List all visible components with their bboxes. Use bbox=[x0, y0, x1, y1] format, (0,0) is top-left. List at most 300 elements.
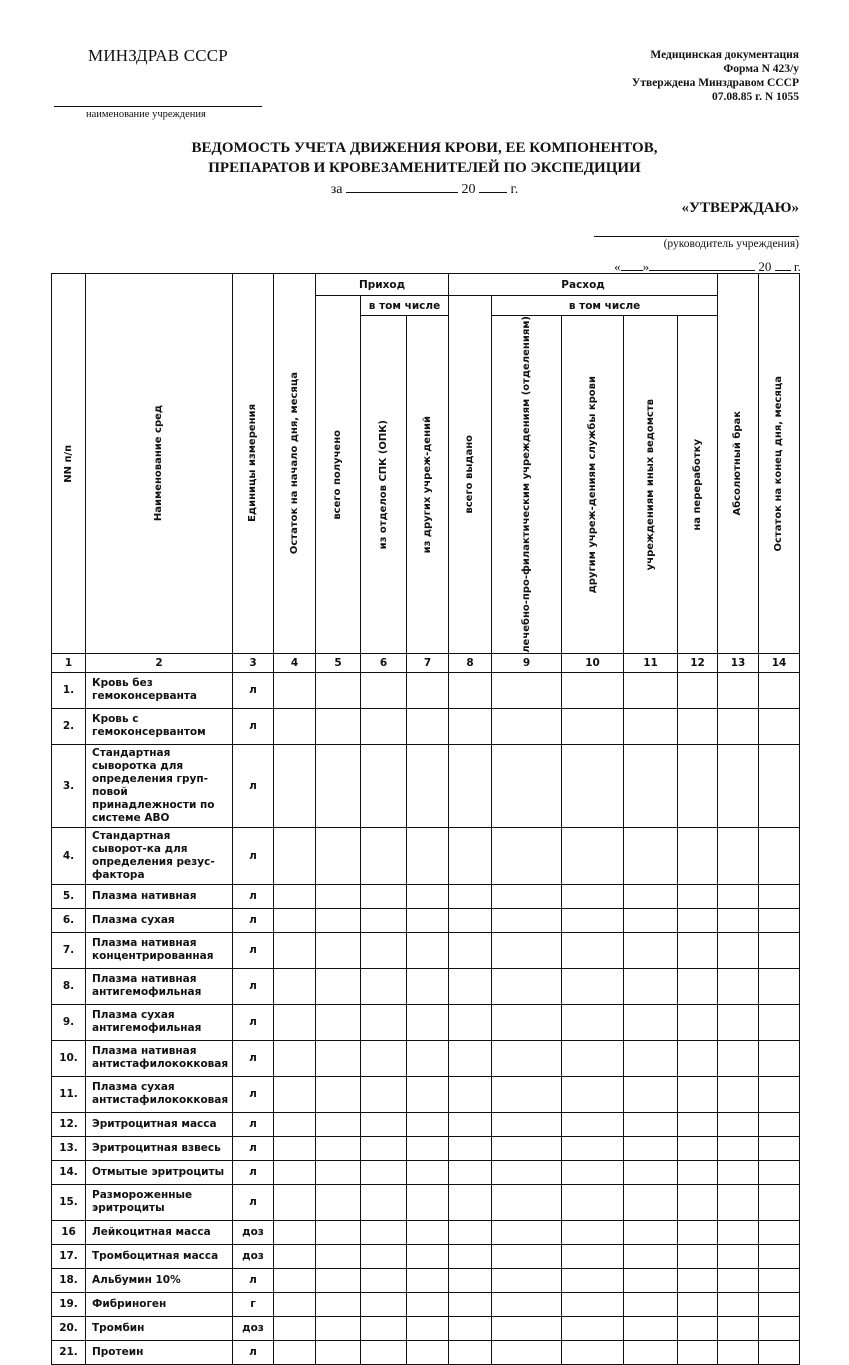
value-cell[interactable] bbox=[718, 1220, 759, 1244]
value-cell[interactable] bbox=[492, 1184, 562, 1220]
medium-name: Плазма сухая антигемофильная bbox=[86, 1004, 233, 1040]
column-number: 8 bbox=[449, 653, 492, 672]
value-cell[interactable] bbox=[274, 908, 316, 932]
value-cell[interactable] bbox=[492, 1136, 562, 1160]
value-cell[interactable] bbox=[361, 672, 407, 708]
row-number: 21. bbox=[52, 1340, 86, 1364]
row-number: 8. bbox=[52, 968, 86, 1004]
value-cell[interactable] bbox=[316, 827, 361, 884]
value-cell[interactable] bbox=[678, 1184, 718, 1220]
value-cell[interactable] bbox=[449, 884, 492, 908]
value-cell[interactable] bbox=[678, 744, 718, 827]
table-row bbox=[52, 1160, 800, 1184]
value-cell[interactable] bbox=[562, 708, 624, 744]
approval-stamp: «УТВЕРЖДАЮ» bbox=[681, 200, 799, 216]
value-cell[interactable] bbox=[492, 1316, 562, 1340]
medium-name: Альбумин 10% bbox=[86, 1268, 233, 1292]
value-cell[interactable] bbox=[361, 1244, 407, 1268]
value-cell[interactable] bbox=[449, 1184, 492, 1220]
value-cell[interactable] bbox=[449, 1292, 492, 1316]
value-cell[interactable] bbox=[316, 1268, 361, 1292]
value-cell[interactable] bbox=[407, 827, 449, 884]
value-cell[interactable] bbox=[316, 1184, 361, 1220]
value-cell[interactable] bbox=[274, 1004, 316, 1040]
value-cell[interactable] bbox=[274, 1076, 316, 1112]
value-cell[interactable] bbox=[449, 827, 492, 884]
value-cell[interactable] bbox=[718, 744, 759, 827]
value-cell[interactable] bbox=[624, 1004, 678, 1040]
value-cell[interactable] bbox=[361, 968, 407, 1004]
value-cell[interactable] bbox=[361, 1040, 407, 1076]
value-cell[interactable] bbox=[361, 908, 407, 932]
value-cell[interactable] bbox=[718, 672, 759, 708]
value-cell[interactable] bbox=[624, 1112, 678, 1136]
unit-cell: л bbox=[233, 1040, 274, 1076]
row-number: 16 bbox=[52, 1220, 86, 1244]
value-cell[interactable] bbox=[492, 1112, 562, 1136]
value-cell[interactable] bbox=[492, 1160, 562, 1184]
value-cell[interactable] bbox=[407, 744, 449, 827]
value-cell[interactable] bbox=[562, 908, 624, 932]
value-cell[interactable] bbox=[492, 932, 562, 968]
header-income: Приход bbox=[316, 274, 449, 296]
value-cell[interactable] bbox=[624, 744, 678, 827]
medium-name: Плазма сухая bbox=[86, 908, 233, 932]
value-cell[interactable] bbox=[624, 1316, 678, 1340]
table-row bbox=[52, 884, 800, 908]
value-cell[interactable] bbox=[678, 1316, 718, 1340]
value-cell[interactable] bbox=[759, 884, 800, 908]
header-unit: Единицы измерения bbox=[233, 274, 274, 654]
value-cell[interactable] bbox=[449, 1160, 492, 1184]
value-cell[interactable] bbox=[274, 1316, 316, 1340]
medium-name: Тромбоцитная масса bbox=[86, 1244, 233, 1268]
value-cell[interactable] bbox=[562, 1184, 624, 1220]
value-cell[interactable] bbox=[361, 1076, 407, 1112]
value-cell[interactable] bbox=[562, 1292, 624, 1316]
value-cell[interactable] bbox=[624, 708, 678, 744]
value-cell[interactable] bbox=[274, 1160, 316, 1184]
value-cell[interactable] bbox=[449, 1220, 492, 1244]
value-cell[interactable] bbox=[718, 1040, 759, 1076]
value-cell[interactable] bbox=[562, 827, 624, 884]
table-row bbox=[52, 1220, 800, 1244]
value-cell[interactable] bbox=[759, 908, 800, 932]
value-cell[interactable] bbox=[492, 1040, 562, 1076]
unit-cell: л bbox=[233, 1112, 274, 1136]
row-number: 2. bbox=[52, 708, 86, 744]
value-cell[interactable] bbox=[407, 968, 449, 1004]
value-cell[interactable] bbox=[718, 1076, 759, 1112]
value-cell[interactable] bbox=[562, 672, 624, 708]
value-cell[interactable] bbox=[678, 1040, 718, 1076]
unit-cell: л bbox=[233, 884, 274, 908]
value-cell[interactable] bbox=[678, 827, 718, 884]
value-cell[interactable] bbox=[274, 1244, 316, 1268]
value-cell[interactable] bbox=[492, 1292, 562, 1316]
value-cell[interactable] bbox=[407, 1112, 449, 1136]
value-cell[interactable] bbox=[678, 1004, 718, 1040]
value-cell[interactable] bbox=[678, 708, 718, 744]
value-cell[interactable] bbox=[361, 1292, 407, 1316]
value-cell[interactable] bbox=[407, 884, 449, 908]
medium-name: Плазма нативная bbox=[86, 884, 233, 908]
value-cell[interactable] bbox=[624, 884, 678, 908]
value-cell[interactable] bbox=[562, 968, 624, 1004]
header-expense: Расход bbox=[449, 274, 718, 296]
header-name: Наименование сред bbox=[86, 274, 233, 654]
value-cell[interactable] bbox=[678, 1136, 718, 1160]
value-cell[interactable] bbox=[492, 968, 562, 1004]
value-cell[interactable] bbox=[407, 1004, 449, 1040]
value-cell[interactable] bbox=[361, 932, 407, 968]
value-cell[interactable] bbox=[316, 1040, 361, 1076]
date-month-field[interactable] bbox=[649, 256, 755, 271]
value-cell[interactable] bbox=[678, 884, 718, 908]
value-cell[interactable] bbox=[274, 932, 316, 968]
value-cell[interactable] bbox=[449, 1244, 492, 1268]
period-year-field[interactable] bbox=[479, 178, 507, 193]
value-cell[interactable] bbox=[274, 1220, 316, 1244]
value-cell[interactable] bbox=[624, 908, 678, 932]
ministry-name: МИНЗДРАВ СССР bbox=[88, 46, 228, 65]
value-cell[interactable] bbox=[562, 884, 624, 908]
value-cell[interactable] bbox=[624, 1136, 678, 1160]
value-cell[interactable] bbox=[678, 968, 718, 1004]
value-cell[interactable] bbox=[316, 1316, 361, 1340]
value-cell[interactable] bbox=[361, 1112, 407, 1136]
value-cell[interactable] bbox=[562, 1160, 624, 1184]
value-cell[interactable] bbox=[407, 672, 449, 708]
value-cell[interactable] bbox=[274, 708, 316, 744]
value-cell[interactable] bbox=[562, 1076, 624, 1112]
value-cell[interactable] bbox=[718, 1184, 759, 1220]
value-cell[interactable] bbox=[759, 1004, 800, 1040]
header-to-other-dept: учреждениям иных ведомств bbox=[624, 316, 678, 654]
value-cell[interactable] bbox=[624, 1292, 678, 1316]
value-cell[interactable] bbox=[274, 1292, 316, 1316]
value-cell[interactable] bbox=[492, 1244, 562, 1268]
value-cell[interactable] bbox=[562, 1112, 624, 1136]
date-day-field[interactable] bbox=[621, 256, 643, 271]
value-cell[interactable] bbox=[718, 968, 759, 1004]
value-cell[interactable] bbox=[449, 1112, 492, 1136]
value-cell[interactable] bbox=[316, 968, 361, 1004]
value-cell[interactable] bbox=[316, 1136, 361, 1160]
value-cell[interactable] bbox=[407, 1268, 449, 1292]
medium-name: Тромбин bbox=[86, 1316, 233, 1340]
date-quote-open: « bbox=[614, 259, 621, 274]
value-cell[interactable] bbox=[624, 1268, 678, 1292]
value-cell[interactable] bbox=[492, 1220, 562, 1244]
value-cell[interactable] bbox=[624, 1340, 678, 1364]
value-cell[interactable] bbox=[407, 1184, 449, 1220]
value-cell[interactable] bbox=[316, 1112, 361, 1136]
value-cell[interactable] bbox=[718, 1268, 759, 1292]
header-income-total: всего получено bbox=[316, 296, 361, 654]
value-cell[interactable] bbox=[361, 1184, 407, 1220]
signature-field[interactable] bbox=[594, 236, 799, 237]
value-cell[interactable] bbox=[407, 1292, 449, 1316]
value-cell[interactable] bbox=[678, 1244, 718, 1268]
period-month-field[interactable] bbox=[346, 178, 458, 193]
value-cell[interactable] bbox=[759, 1244, 800, 1268]
value-cell[interactable] bbox=[316, 744, 361, 827]
value-cell[interactable] bbox=[718, 908, 759, 932]
value-cell[interactable] bbox=[492, 1340, 562, 1364]
value-cell[interactable] bbox=[718, 1160, 759, 1184]
value-cell[interactable] bbox=[361, 884, 407, 908]
value-cell[interactable] bbox=[449, 1076, 492, 1112]
unit-cell: л bbox=[233, 968, 274, 1004]
value-cell[interactable] bbox=[678, 908, 718, 932]
value-cell[interactable] bbox=[718, 1112, 759, 1136]
value-cell[interactable] bbox=[624, 1244, 678, 1268]
value-cell[interactable] bbox=[759, 827, 800, 884]
value-cell[interactable] bbox=[361, 827, 407, 884]
table-row bbox=[52, 1040, 800, 1076]
value-cell[interactable] bbox=[759, 1112, 800, 1136]
value-cell[interactable] bbox=[678, 1160, 718, 1184]
unit-cell: л bbox=[233, 1184, 274, 1220]
value-cell[interactable] bbox=[361, 744, 407, 827]
column-number: 14 bbox=[759, 653, 800, 672]
value-cell[interactable] bbox=[492, 672, 562, 708]
value-cell[interactable] bbox=[407, 932, 449, 968]
value-cell[interactable] bbox=[562, 1040, 624, 1076]
value-cell[interactable] bbox=[274, 672, 316, 708]
value-cell[interactable] bbox=[718, 1244, 759, 1268]
meta-line: Медицинская документация bbox=[650, 49, 799, 61]
row-number: 7. bbox=[52, 932, 86, 968]
unit-cell: л bbox=[233, 744, 274, 827]
value-cell[interactable] bbox=[624, 1160, 678, 1184]
column-number: 4 bbox=[274, 653, 316, 672]
value-cell[interactable] bbox=[624, 932, 678, 968]
value-cell[interactable] bbox=[316, 1004, 361, 1040]
title-line-1: ВЕДОМОСТЬ УЧЕТА ДВИЖЕНИЯ КРОВИ, ЕЕ КОМПОНЕНТОВ, bbox=[191, 140, 658, 156]
value-cell[interactable] bbox=[407, 1160, 449, 1184]
value-cell[interactable] bbox=[562, 1136, 624, 1160]
value-cell[interactable] bbox=[624, 1184, 678, 1220]
value-cell[interactable] bbox=[449, 968, 492, 1004]
header-defect: Абсолютный брак bbox=[718, 274, 759, 654]
row-number: 12. bbox=[52, 1112, 86, 1136]
medium-name: Плазма нативная антигемофильная bbox=[86, 968, 233, 1004]
value-cell[interactable] bbox=[492, 908, 562, 932]
value-cell[interactable] bbox=[492, 1004, 562, 1040]
header-from-spk: из отделов СПК (ОПК) bbox=[361, 316, 407, 654]
value-cell[interactable] bbox=[678, 1112, 718, 1136]
value-cell[interactable] bbox=[449, 672, 492, 708]
value-cell[interactable] bbox=[274, 744, 316, 827]
value-cell[interactable] bbox=[759, 932, 800, 968]
table-row bbox=[52, 1076, 800, 1112]
value-cell[interactable] bbox=[759, 1160, 800, 1184]
value-cell[interactable] bbox=[492, 827, 562, 884]
value-cell[interactable] bbox=[492, 708, 562, 744]
value-cell[interactable] bbox=[759, 1340, 800, 1364]
value-cell[interactable] bbox=[407, 708, 449, 744]
header-from-other: из других учреж-дений bbox=[407, 316, 449, 654]
value-cell[interactable] bbox=[678, 932, 718, 968]
value-cell[interactable] bbox=[316, 1160, 361, 1184]
unit-cell: л bbox=[233, 1004, 274, 1040]
unit-cell: л bbox=[233, 1136, 274, 1160]
value-cell[interactable] bbox=[361, 1220, 407, 1244]
value-cell[interactable] bbox=[759, 968, 800, 1004]
value-cell[interactable] bbox=[759, 708, 800, 744]
value-cell[interactable] bbox=[407, 908, 449, 932]
value-cell[interactable] bbox=[678, 672, 718, 708]
value-cell[interactable] bbox=[759, 1184, 800, 1220]
value-cell[interactable] bbox=[718, 708, 759, 744]
column-number: 7 bbox=[407, 653, 449, 672]
value-cell[interactable] bbox=[759, 1316, 800, 1340]
value-cell[interactable] bbox=[492, 744, 562, 827]
value-cell[interactable] bbox=[718, 932, 759, 968]
value-cell[interactable] bbox=[316, 1076, 361, 1112]
column-number-row bbox=[52, 653, 800, 672]
value-cell[interactable] bbox=[274, 827, 316, 884]
value-cell[interactable] bbox=[449, 1004, 492, 1040]
column-number: 3 bbox=[233, 653, 274, 672]
value-cell[interactable] bbox=[562, 744, 624, 827]
value-cell[interactable] bbox=[718, 884, 759, 908]
value-cell[interactable] bbox=[361, 1136, 407, 1160]
value-cell[interactable] bbox=[316, 884, 361, 908]
value-cell[interactable] bbox=[492, 1076, 562, 1112]
value-cell[interactable] bbox=[274, 1136, 316, 1160]
date-year-field[interactable] bbox=[775, 256, 791, 271]
value-cell[interactable] bbox=[624, 968, 678, 1004]
value-cell[interactable] bbox=[678, 1340, 718, 1364]
unit-cell: л bbox=[233, 908, 274, 932]
value-cell[interactable] bbox=[624, 827, 678, 884]
medium-name: Кровь без гемоконсерванта bbox=[86, 672, 233, 708]
value-cell[interactable] bbox=[678, 1268, 718, 1292]
value-cell[interactable] bbox=[274, 884, 316, 908]
value-cell[interactable] bbox=[449, 932, 492, 968]
value-cell[interactable] bbox=[492, 884, 562, 908]
value-cell[interactable] bbox=[718, 1136, 759, 1160]
signer-label: (руководитель учреждения) bbox=[663, 238, 799, 250]
medium-name: Отмытые эритроциты bbox=[86, 1160, 233, 1184]
value-cell[interactable] bbox=[718, 1340, 759, 1364]
value-cell[interactable] bbox=[361, 1316, 407, 1340]
value-cell[interactable] bbox=[316, 932, 361, 968]
value-cell[interactable] bbox=[449, 1268, 492, 1292]
value-cell[interactable] bbox=[759, 1136, 800, 1160]
value-cell[interactable] bbox=[407, 1340, 449, 1364]
value-cell[interactable] bbox=[562, 1244, 624, 1268]
value-cell[interactable] bbox=[449, 1316, 492, 1340]
value-cell[interactable] bbox=[274, 1340, 316, 1364]
value-cell[interactable] bbox=[449, 1136, 492, 1160]
value-cell[interactable] bbox=[678, 1220, 718, 1244]
value-cell[interactable] bbox=[316, 708, 361, 744]
unit-cell: л bbox=[233, 708, 274, 744]
value-cell[interactable] bbox=[562, 1316, 624, 1340]
header-end-balance: Остаток на конец дня, месяца bbox=[759, 274, 800, 654]
value-cell[interactable] bbox=[718, 1316, 759, 1340]
value-cell[interactable] bbox=[361, 1004, 407, 1040]
value-cell[interactable] bbox=[407, 1136, 449, 1160]
value-cell[interactable] bbox=[449, 1340, 492, 1364]
value-cell[interactable] bbox=[492, 1268, 562, 1292]
value-cell[interactable] bbox=[678, 1076, 718, 1112]
value-cell[interactable] bbox=[274, 1268, 316, 1292]
value-cell[interactable] bbox=[361, 708, 407, 744]
value-cell[interactable] bbox=[316, 1220, 361, 1244]
value-cell[interactable] bbox=[759, 744, 800, 827]
value-cell[interactable] bbox=[449, 744, 492, 827]
value-cell[interactable] bbox=[407, 1076, 449, 1112]
value-cell[interactable] bbox=[361, 1160, 407, 1184]
value-cell[interactable] bbox=[407, 1040, 449, 1076]
value-cell[interactable] bbox=[624, 1076, 678, 1112]
value-cell[interactable] bbox=[678, 1292, 718, 1316]
value-cell[interactable] bbox=[759, 1292, 800, 1316]
value-cell[interactable] bbox=[759, 1040, 800, 1076]
report-period bbox=[0, 178, 849, 198]
unit-cell: л bbox=[233, 1076, 274, 1112]
value-cell[interactable] bbox=[274, 968, 316, 1004]
value-cell[interactable] bbox=[361, 1340, 407, 1364]
value-cell[interactable] bbox=[718, 827, 759, 884]
value-cell[interactable] bbox=[407, 1220, 449, 1244]
value-cell[interactable] bbox=[759, 1220, 800, 1244]
value-cell[interactable] bbox=[718, 1004, 759, 1040]
value-cell[interactable] bbox=[449, 708, 492, 744]
value-cell[interactable] bbox=[759, 672, 800, 708]
value-cell[interactable] bbox=[361, 1268, 407, 1292]
table-row bbox=[52, 1136, 800, 1160]
value-cell[interactable] bbox=[316, 1292, 361, 1316]
value-cell[interactable] bbox=[449, 1040, 492, 1076]
value-cell[interactable] bbox=[449, 908, 492, 932]
value-cell[interactable] bbox=[624, 672, 678, 708]
value-cell[interactable] bbox=[624, 1220, 678, 1244]
row-number: 4. bbox=[52, 827, 86, 884]
value-cell[interactable] bbox=[759, 1076, 800, 1112]
column-number: 12 bbox=[678, 653, 718, 672]
value-cell[interactable] bbox=[274, 1184, 316, 1220]
value-cell[interactable] bbox=[759, 1268, 800, 1292]
value-cell[interactable] bbox=[562, 1220, 624, 1244]
value-cell[interactable] bbox=[718, 1292, 759, 1316]
value-cell[interactable] bbox=[407, 1316, 449, 1340]
value-cell[interactable] bbox=[316, 672, 361, 708]
value-cell[interactable] bbox=[562, 1340, 624, 1364]
document-title bbox=[0, 138, 849, 178]
value-cell[interactable] bbox=[624, 1040, 678, 1076]
value-cell[interactable] bbox=[316, 908, 361, 932]
value-cell[interactable] bbox=[274, 1112, 316, 1136]
value-cell[interactable] bbox=[407, 1244, 449, 1268]
value-cell[interactable] bbox=[562, 932, 624, 968]
value-cell[interactable] bbox=[316, 1340, 361, 1364]
date-suffix: г. bbox=[793, 259, 801, 274]
value-cell[interactable] bbox=[316, 1244, 361, 1268]
unit-cell: л bbox=[233, 827, 274, 884]
medium-name: Плазма сухая антистафилококковая bbox=[86, 1076, 233, 1112]
institution-name-field[interactable] bbox=[54, 106, 262, 107]
table-row bbox=[52, 708, 800, 744]
value-cell[interactable] bbox=[274, 1040, 316, 1076]
value-cell[interactable] bbox=[562, 1004, 624, 1040]
value-cell[interactable] bbox=[562, 1268, 624, 1292]
